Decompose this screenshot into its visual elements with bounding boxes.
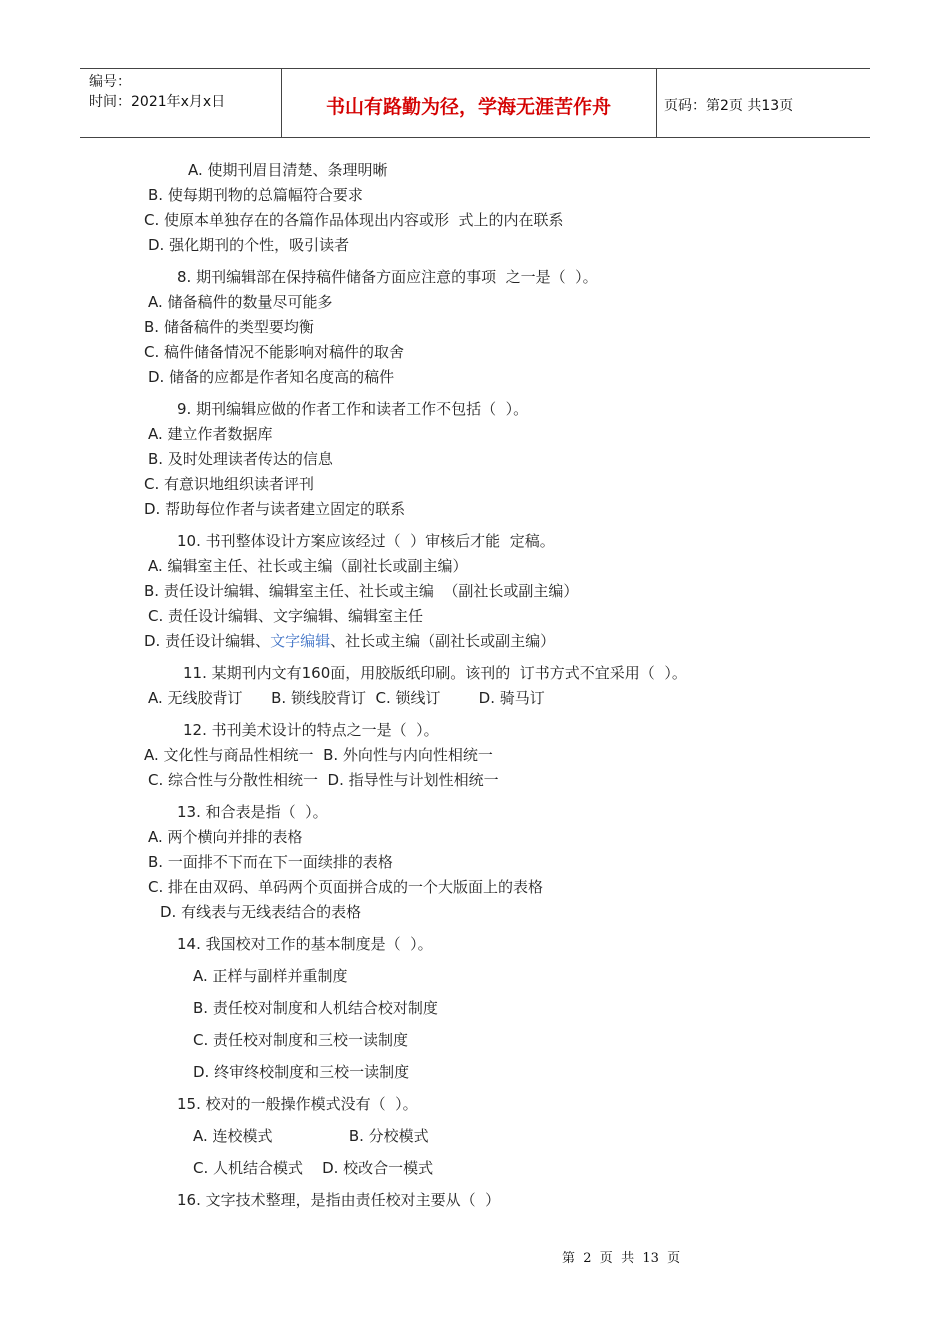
option-line: B. 一面排不下而在下一面续排的表格 — [148, 853, 393, 871]
option-line: D. 帮助每位作者与读者建立固定的联系 — [144, 500, 406, 518]
option-line: C. 责任校对制度和三校一读制度 — [193, 1031, 409, 1049]
option-line — [144, 631, 555, 651]
option-line: A. 无线胶背订 B. 锁线胶背订 C. 锁线订 D. 骑马订 — [148, 689, 545, 707]
page-footer: 第 2 页 共 13 页 — [562, 1251, 681, 1266]
option-line: D. 终审终校制度和三校一读制度 — [193, 1063, 410, 1081]
header-divider — [656, 69, 657, 137]
question-line: 13. 和合表是指（ ）。 — [177, 803, 328, 821]
number-label: 编号： — [89, 74, 131, 90]
option-line: A. 使期刊眉目清楚、条理明晰 — [188, 161, 388, 179]
option-line: C. 有意识地组织读者评刊 — [144, 475, 315, 493]
option-line: A. 建立作者数据库 — [148, 425, 273, 443]
option-line: A. 储备稿件的数量尽可能多 — [148, 293, 333, 311]
time-label: 时间：2021年x月x日 — [89, 94, 226, 110]
header-meta — [89, 72, 225, 112]
option-line: A. 正样与副样并重制度 — [193, 967, 348, 985]
option-line: D. 强化期刊的个性，吸引读者 — [148, 236, 350, 254]
option-line: C. 责任设计编辑、文字编辑、编辑室主任 — [148, 607, 424, 625]
question-line: 9. 期刊编辑应做的作者工作和读者工作不包括（ ）。 — [177, 400, 529, 418]
option-line: B. 及时处理读者传达的信息 — [148, 450, 333, 468]
option-line: B. 责任校对制度和人机结合校对制度 — [193, 999, 438, 1017]
option-text: 、社长或主编（副社长或副主编） — [330, 632, 556, 650]
question-line: 15. 校对的一般操作模式没有（ ）。 — [177, 1095, 418, 1113]
question-line: 10. 书刊整体设计方案应该经过（ ）审核后才能 定稿。 — [177, 532, 555, 550]
question-line: 8. 期刊编辑部在保持稿件储备方面应注意的事项 之一是（ ）。 — [177, 268, 598, 286]
text-link[interactable]: 文字编辑 — [270, 632, 331, 650]
option-text: D. 责任设计编辑、 — [144, 632, 271, 650]
question-line: 16. 文字技术整理，是指由责任校对主要从（ ） — [177, 1191, 501, 1209]
option-line: B. 责任设计编辑、编辑室主任、社长或主编 （副社长或副主编） — [144, 582, 579, 600]
option-line: B. 储备稿件的类型要均衡 — [144, 318, 314, 336]
question-line: 11. 某期刊内文有160面，用胶版纸印刷。该刊的 订书方式不宜采用（ ）。 — [183, 664, 687, 682]
option-line: A. 编辑室主任、社长或主编（副社长或副主编） — [148, 557, 468, 575]
option-line: D. 储备的应都是作者知名度高的稿件 — [148, 368, 395, 386]
option-line: B. 使每期刊物的总篇幅符合要求 — [148, 186, 363, 204]
option-line: C. 人机结合模式 D. 校改合一模式 — [193, 1159, 434, 1177]
option-line: C. 排在由双码、单码两个页面拼合成的一个大版面上的表格 — [148, 878, 544, 896]
option-line: C. 使原本单独存在的各篇作品体现出内容或形 式上的内在联系 — [144, 211, 564, 229]
option-line: A. 连校模式 B. 分校模式 — [193, 1127, 429, 1145]
header-motto: 书山有路勤为径，学海无涯苦作舟 — [325, 95, 611, 118]
option-line: D. 有线表与无线表结合的表格 — [160, 903, 362, 921]
page-header — [80, 68, 870, 138]
option-line: A. 两个横向并排的表格 — [148, 828, 303, 846]
question-line: 12. 书刊美术设计的特点之一是（ ）。 — [183, 721, 439, 739]
option-line: A. 文化性与商品性相统一 B. 外向性与内向性相统一 — [144, 746, 493, 764]
option-line: C. 稿件储备情况不能影响对稿件的取舍 — [144, 343, 405, 361]
option-line: C. 综合性与分散性相统一 D. 指导性与计划性相统一 — [148, 771, 499, 789]
header-page-info: 页码：第2页 共13页 — [664, 98, 794, 114]
question-line: 14. 我国校对工作的基本制度是（ ）。 — [177, 935, 433, 953]
